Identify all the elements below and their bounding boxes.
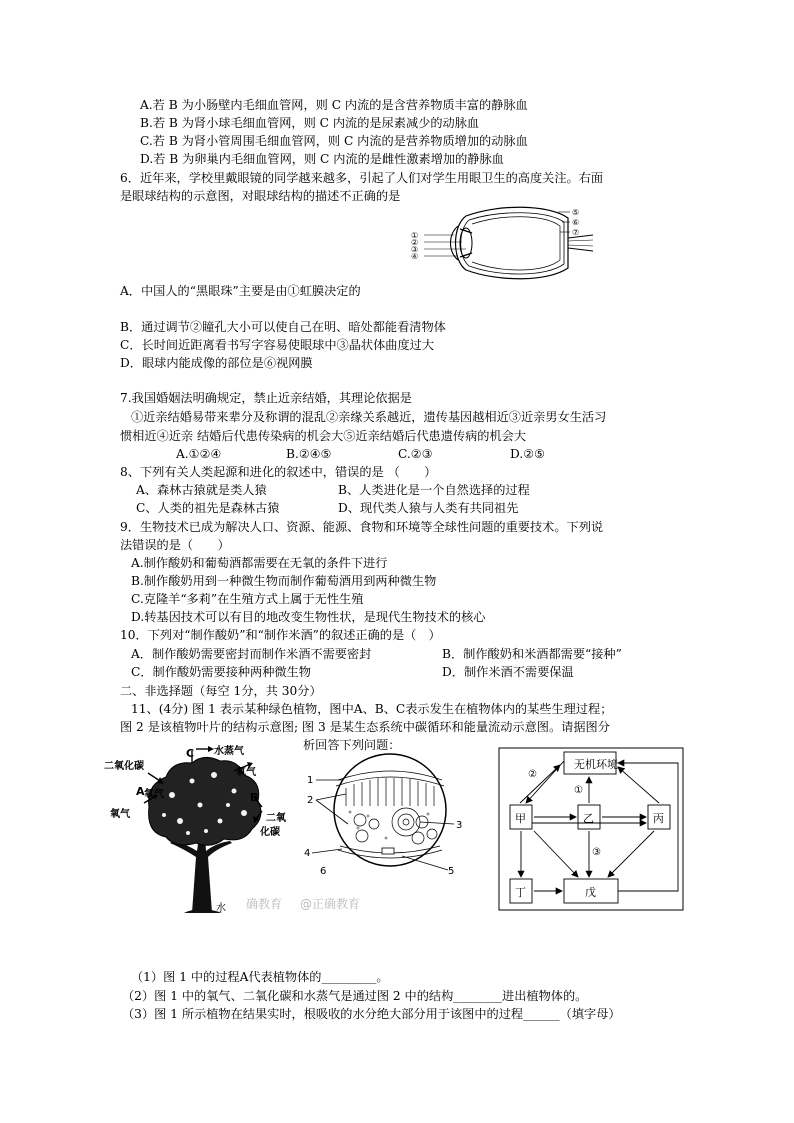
fig1-label-b: B [250,791,259,804]
fig1-label-o2-left-bottom: 氧气 [110,809,130,820]
fig3-ding: 丁 [515,886,526,899]
fig1-label-co2-right-2: 化碳 [260,827,280,838]
q9-option-d: D.转基因技术可以有目的地改变生物性状，是现代生物技术的核心 [131,610,486,624]
q6-stem-line2: 是眼球结构的示意图，对眼球结构的描述不正确的是 [120,189,401,203]
q7-line3: 惯相近④近亲 结婚后代患传染病的机会大⑤近亲结婚后代患遗传病的机会大 [120,429,527,443]
q7-line2: ①近亲结婚易带来辈分及称谓的混乱②亲缘关系越近，遗传基因越相近③近亲男女生活习 [131,410,607,424]
q7-option-b: B.②④⑤ [286,447,332,461]
q8-option-c: C、人类的祖先是森林古猿 [136,501,280,515]
section-heading: 二、非选择题（每空 1分，共 30分） [120,684,322,698]
fig2-label-1: 1 [307,775,314,786]
q7-option-c: C.②③ [398,447,433,461]
eye-label-7: ⑦ [572,228,580,237]
q8-option-b: B、人类进化是一个自然选择的过程 [338,483,530,497]
q5-option-c: C.若 B 为肾小管周围毛细血管网，则 C 内流的是营养物质增加的动脉血 [140,134,528,148]
q11-line3: 析回答下列问题： [303,738,401,752]
eye-label-4: ④ [411,252,419,261]
q9-option-c: C.克隆羊“多莉”在生殖方式上属于无性生殖 [131,592,364,606]
q6-stem-line1: 6．近年来，学校里戴眼镜的同学越来越多，引起了人们对学生用眼卫生的高度关注。右面 [120,171,604,185]
eye-label-5: ⑤ [572,208,580,217]
eye-label-3: ③ [411,245,419,254]
q6-option-d: D．眼球内能成像的部位是⑥视网膜 [120,356,313,370]
q6-option-c: C．长时间近距离看书写字容易使眼球中③晶状体曲度过大 [120,338,435,352]
fig3-arrow-1: ① [574,785,583,796]
fig1-label-water: 水蒸气 [214,746,244,757]
q9-stem-line1: 9．生物技术已成为解决人口、资源、能源、食物和环境等全球性问题的重要技术。下列说 [120,520,604,534]
fig3-arrow-2: ② [528,769,537,780]
q5-option-d: D.若 B 为卵巢内毛细血管网，则 C 内流的是雌性激素增加的静脉血 [140,152,504,166]
q7-option-a: A.①②④ [176,447,222,461]
q10-option-d: D．制作米酒不需要保温 [442,665,574,679]
q5-option-b: B.若 B 为肾小球毛细血管网，则 C 内流的是尿素减少的动脉血 [140,116,480,130]
fig3-jia: 甲 [515,812,526,825]
fig3-env: 无机环境 [574,758,618,771]
fig2-label-5: 5 [448,866,455,875]
leaf-section-figure [302,750,472,875]
fig1-label-co2-right-1: 二氧 [266,813,286,824]
fig1-label-a: A [136,785,145,798]
carbon-cycle-figure [498,747,684,911]
q11-line2: 图 2 是该植物叶片的结构示意图; 图 3 是某生态系统中碳循环和能量流动示意图。请据图分 [120,720,610,734]
q8-stem: 8、下列有关人类起源和进化的叙述中，错误的是 （ ） [120,465,437,479]
fig2-label-4: 4 [304,848,311,859]
fig3-wu: 戊 [585,886,596,899]
q7-stem: 7.我国婚姻法明确规定，禁止近亲结婚，其理论依据是 [120,391,412,405]
eye-label-2: ② [411,238,419,247]
fig3-bing: 丙 [653,812,664,825]
q6-option-a: A．中国人的“黑眼珠”主要是由①虹膜决定的 [120,284,361,298]
fig3-arrow-3: ③ [592,847,601,858]
q8-option-a: A、森林古猿就是类人猿 [136,483,267,497]
q11-part-2: （2）图 1 中的氧气、二氧化碳和水蒸气是通过图 2 中的结构________进出植物体的。 [122,989,588,1003]
watermark-left: 确教育 [246,897,283,911]
q11-part-3: （3）图 1 所示植物在结果实时，根吸收的水分绝大部分用于该图中的过程______（填字母） [122,1007,621,1021]
fig1-label-co2-left: 二氧化碳 [104,761,144,772]
fig1-label-o2-right: 氧气 [236,767,256,778]
fig1-label-ground: 水 [216,903,226,914]
q11-line1: 11、(4分) 图 1 表示某种绿色植物，图中A、B、C表示发生在植物体内的某些生理过程； [131,702,613,716]
q10-option-a: A．制作酸奶需要密封而制作米酒不需要密封 [131,647,372,661]
watermark: @正确教育 [300,897,361,911]
eye-label-6: ⑥ [572,218,580,227]
eye-diagram [408,202,598,286]
q10-stem: 10．下列对“制作酸奶”和“制作米酒”的叙述正确的是（ ） [120,628,441,642]
fig3-yi: 乙 [583,812,594,825]
fig2-label-6: 6 [320,866,327,875]
fig2-label-2: 2 [307,795,314,806]
q6-option-b: B．通过调节②瞳孔大小可以使自己在明、暗处都能看清物体 [120,320,446,334]
q9-option-b: B.制作酸奶用到一种微生物而制作葡萄酒用到两种微生物 [131,574,437,588]
q10-option-c: C．制作酸奶需要接种两种微生物 [131,665,311,679]
eye-label-1: ① [411,231,419,240]
q10-option-b: B．制作酸奶和米酒都需要“接种” [442,647,622,661]
q8-option-d: D、现代类人猿与人类有共同祖先 [338,501,519,515]
q5-option-a: A.若 B 为小肠壁内毛细血管网，则 C 内流的是含营养物质丰富的静脉血 [140,98,528,112]
fig2-label-3: 3 [456,820,463,831]
plant-figure [104,745,294,915]
q11-part-1: （1）图 1 中的过程A代表植物体的_________。 [131,970,389,984]
fig1-label-o2-left-top: 氧气 [144,789,164,800]
q9-stem-line2: 法错误的是（ ） [120,538,230,552]
fig1-label-c: C [186,747,195,760]
q9-option-a: A.制作酸奶和葡萄酒都需要在无氧的条件下进行 [131,556,388,570]
q7-option-d: D.②⑤ [510,447,546,461]
